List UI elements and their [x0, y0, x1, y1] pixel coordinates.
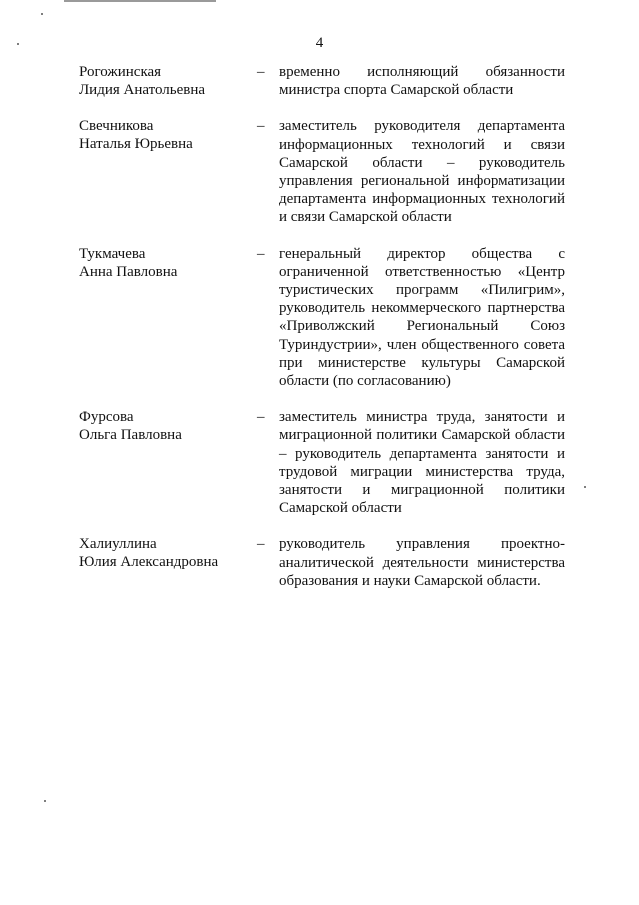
position-description: руководитель управления проектно-аналитической деятельности министерства образования и науки Самарской области. [279, 536, 565, 589]
members-list [79, 63, 565, 608]
dash-separator: – [257, 118, 265, 135]
dash-separator: – [257, 245, 265, 262]
position-description: временно исполняющий обязанности министра спорта Самарской области [279, 64, 565, 99]
list-item [79, 63, 565, 99]
page-number: 4 [315, 35, 324, 51]
person-name [79, 117, 249, 153]
position-description: генеральный директор общества с ограниченной ответственностью «Центр туристических программ «Пилигрим», руководитель некоммерческого партнерства «Приволжский Региональный Союз Туриндустрии», член общественного совета при министерстве культуры Самарской области (по согласованию) [279, 245, 565, 390]
scan-edge-line [64, 0, 216, 2]
scan-speck [44, 800, 46, 802]
position-description: заместитель руководителя департамента информационных технологий и связи Самарской области – руководитель управления региональной информатизации департамента информационных технологий и связи Самарской области [279, 118, 565, 226]
surname: Свечникова [79, 118, 154, 135]
list-item [79, 245, 565, 391]
list-item [79, 408, 565, 517]
list-item [79, 117, 565, 226]
scan-speck [584, 486, 586, 488]
dash-separator: – [257, 536, 265, 553]
person-name [79, 245, 249, 281]
scan-speck [41, 13, 43, 15]
given-names: Ольга Павловна [79, 427, 182, 444]
surname: Тукмачева [79, 245, 146, 262]
given-names: Юлия Александровна [79, 554, 219, 571]
surname: Фурсова [79, 409, 134, 426]
list-item [79, 535, 565, 590]
given-names: Лидия Анатольевна [79, 82, 206, 98]
person-name [79, 408, 249, 444]
dash-separator: – [257, 64, 265, 80]
position-description: заместитель министра труда, занятости и миграционной политики Самарской области – руководитель департамента занятости и трудовой миграции министерства труда, занятости и миграционной политики Самарской области [279, 409, 565, 517]
surname: Халиуллина [79, 536, 157, 553]
given-names: Наталья Юрьевна [79, 136, 193, 153]
surname: Рогожинская [79, 64, 162, 80]
person-name [79, 535, 249, 571]
dash-separator: – [257, 409, 265, 426]
given-names: Анна Павловна [79, 263, 178, 280]
person-name [79, 63, 249, 99]
